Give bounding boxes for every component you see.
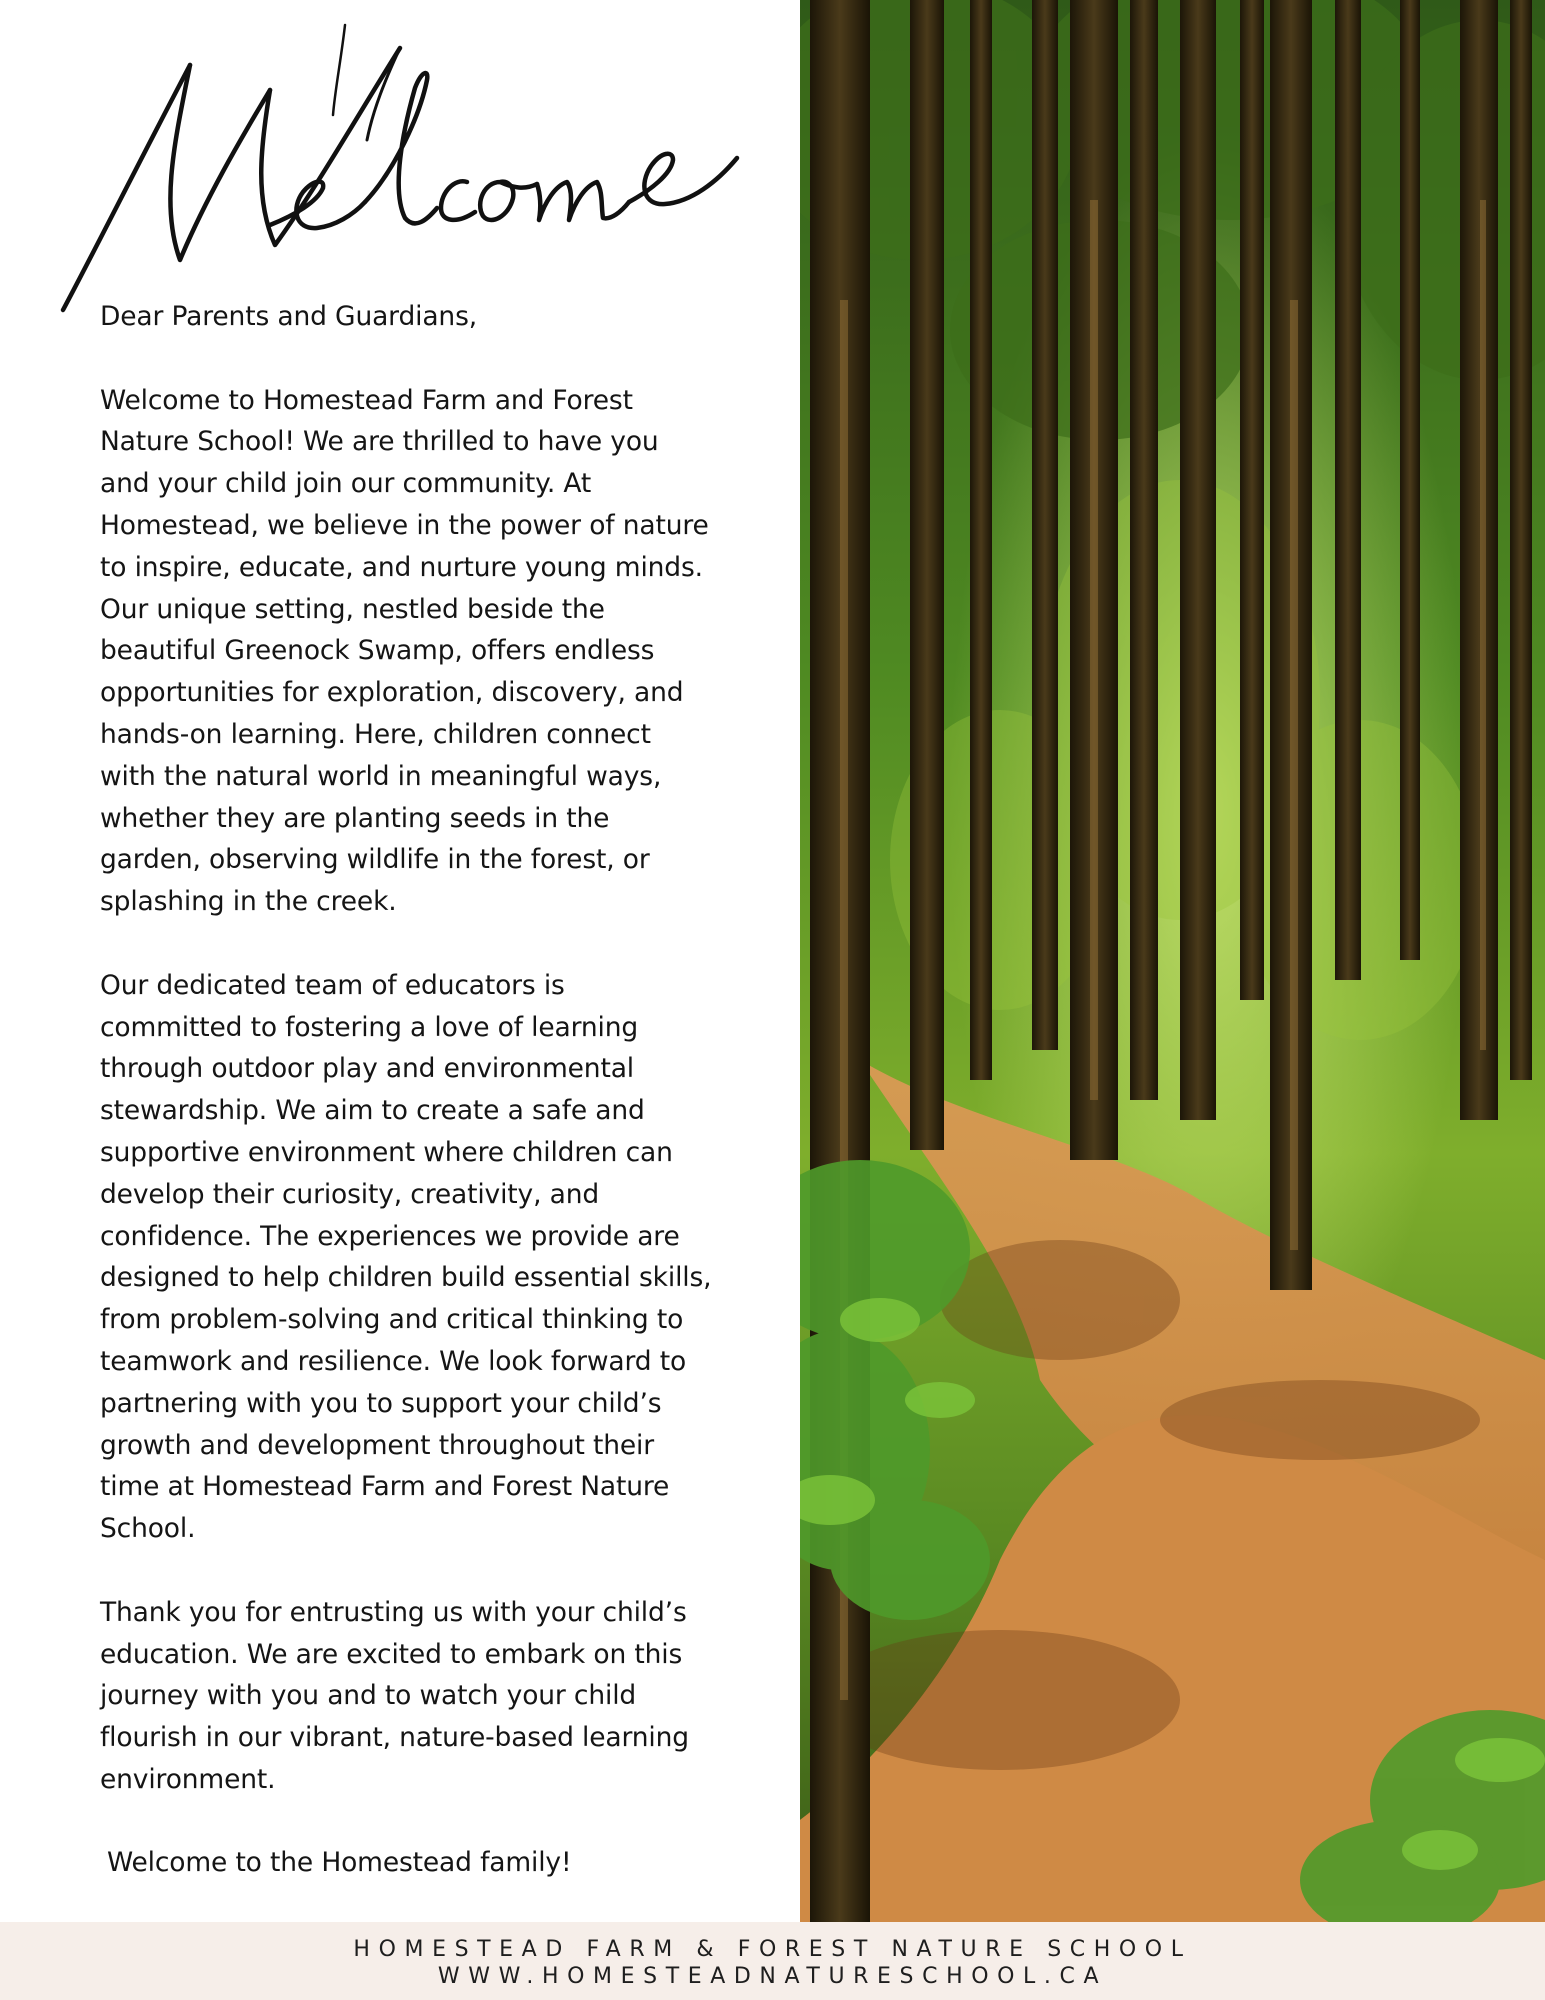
text-line: Our unique setting, nestled beside the bbox=[100, 593, 605, 625]
paragraph-gap bbox=[100, 338, 760, 380]
text-line: growth and development throughout their bbox=[100, 1429, 654, 1461]
salutation: Dear Parents and Guardians, bbox=[100, 301, 478, 332]
text-line: Thank you for entrusting us with your child’s bbox=[100, 1596, 687, 1628]
paragraph-gap bbox=[100, 1550, 760, 1592]
text-line: to inspire, educate, and nurture young minds. bbox=[100, 551, 703, 583]
letter-body bbox=[100, 296, 760, 1884]
text-line: garden, observing wildlife in the forest, or bbox=[100, 844, 650, 876]
forest-path-photo bbox=[800, 0, 1545, 1922]
text-line: beautiful Greenock Swamp, offers endless bbox=[100, 635, 655, 667]
text-line: designed to help children build essential skills, bbox=[100, 1262, 712, 1294]
footer-banner bbox=[0, 1922, 1545, 2000]
text-line: partnering with you to support your child’s bbox=[100, 1387, 662, 1419]
paragraph-intro bbox=[100, 380, 760, 923]
text-line: whether they are planting seeds in the bbox=[100, 802, 610, 834]
text-line: stewardship. We aim to create a safe and bbox=[100, 1095, 645, 1127]
text-line: opportunities for exploration, discovery, and bbox=[100, 677, 684, 709]
text-line: from problem-solving and critical thinking to bbox=[100, 1304, 684, 1336]
text-line: Homestead, we believe in the power of nature bbox=[100, 509, 709, 541]
letter-column bbox=[0, 0, 800, 1922]
text-line: time at Homestead Farm and Forest Nature bbox=[100, 1471, 670, 1503]
text-line: Welcome to Homestead Farm and Forest bbox=[100, 384, 633, 416]
text-line: teamwork and resilience. We look forward to bbox=[100, 1345, 687, 1377]
text-line: journey with you and to watch your child bbox=[100, 1680, 637, 1712]
text-line: and your child join our community. At bbox=[100, 468, 592, 500]
text-line: hands-on learning. Here, children connect bbox=[100, 718, 651, 750]
text-line: through outdoor play and environmental bbox=[100, 1053, 634, 1085]
text-line: School. bbox=[100, 1513, 196, 1545]
paragraph-gap bbox=[100, 923, 760, 965]
text-line: Our dedicated team of educators is bbox=[100, 969, 565, 1001]
paragraph-thanks bbox=[100, 1592, 760, 1801]
text-line: with the natural world in meaningful ways, bbox=[100, 760, 662, 792]
text-line: splashing in the creek. bbox=[100, 886, 397, 918]
text-line: environment. bbox=[100, 1763, 276, 1795]
text-line: supportive environment where children can bbox=[100, 1136, 673, 1168]
paragraph-team bbox=[100, 965, 760, 1550]
text-line: Nature School! We are thrilled to have you bbox=[100, 426, 659, 458]
welcome-script-heading bbox=[55, 20, 755, 320]
text-line: develop their curiosity, creativity, and bbox=[100, 1178, 600, 1210]
footer-school-name: HOMESTEAD FARM & FOREST NATURE SCHOOL bbox=[353, 1937, 1192, 1962]
closing-line: Welcome to the Homestead family! bbox=[107, 1847, 572, 1879]
text-line: flourish in our vibrant, nature-based learning bbox=[100, 1722, 689, 1754]
paragraph-gap bbox=[100, 1801, 760, 1843]
text-line: confidence. The experiences we provide are bbox=[100, 1220, 680, 1252]
text-line: committed to fostering a love of learning bbox=[100, 1011, 639, 1043]
footer-website: WWW.HOMESTEADNATURESCHOOL.CA bbox=[437, 1964, 1108, 1989]
text-line: education. We are excited to embark on this bbox=[100, 1638, 683, 1670]
